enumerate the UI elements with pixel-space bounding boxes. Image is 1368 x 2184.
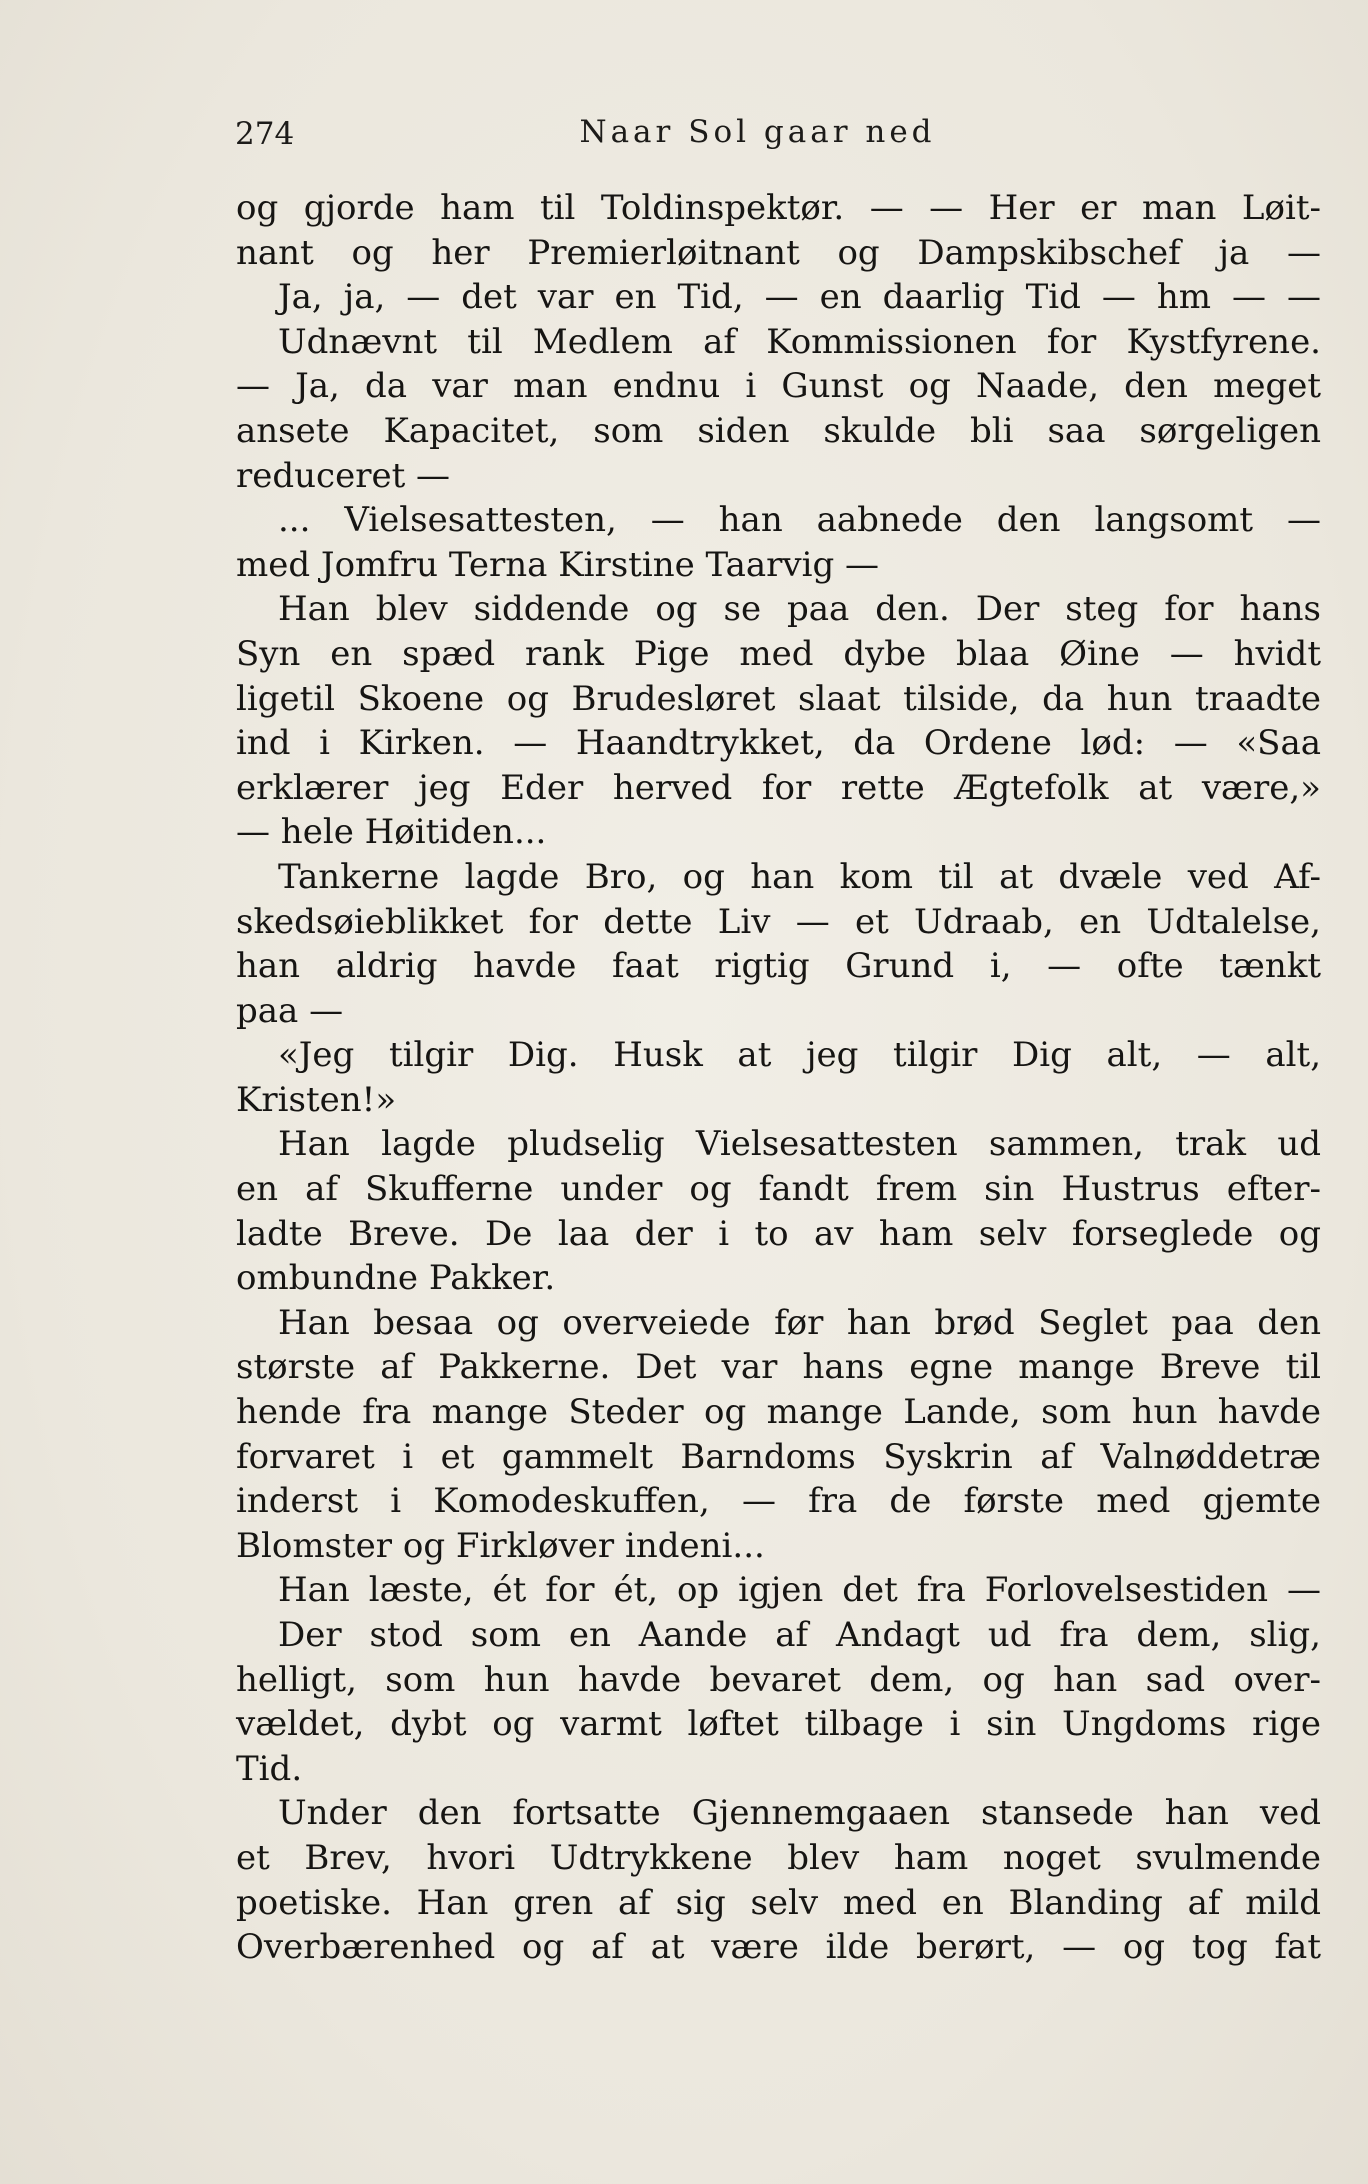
text-line: Syn en spæd rank Pige med dybe blaa Øine — hvidt xyxy=(236,633,1321,674)
text-line: Kristen!» xyxy=(236,1079,397,1120)
text-line: ansete Kapacitet, som siden skulde bli saa sørgeligen xyxy=(236,410,1321,451)
page-header xyxy=(235,108,1320,158)
text-line: hende fra mange Steder og mange Lande, som hun havde xyxy=(236,1392,1321,1433)
text-line: et Brev, hvori Udtrykkene blev ham noget svulmende xyxy=(236,1837,1321,1878)
text-line: — Ja, da var man endnu i Gunst og Naade, den meget xyxy=(236,366,1321,407)
text-line: han aldrig havde faat rigtig Grund i, — ofte tænkt xyxy=(236,946,1321,987)
text-line: ind i Kirken. — Haandtrykket, da Ordene lød: — «Saa xyxy=(236,723,1321,764)
text-line: Tid. xyxy=(236,1748,303,1789)
text-line: helligt, som hun havde bevaret dem, og han sad over- xyxy=(236,1659,1321,1700)
text-line: største af Pakkerne. Det var hans egne mange Breve til xyxy=(236,1347,1321,1388)
text-line: Udnævnt til Medlem af Kommissionen for Kystfyrene. xyxy=(278,321,1321,362)
text-line: Han læste, ét for ét, op igjen det fra Forlovelsestiden — xyxy=(278,1570,1321,1611)
page-number: 274 xyxy=(235,116,295,152)
body-text xyxy=(236,186,1321,1970)
text-line: skedsøieblikket for dette Liv — et Udraab, en Udtalelse, xyxy=(236,901,1321,942)
text-line: «Jeg tilgir Dig. Husk at jeg tilgir Dig alt, — alt, xyxy=(278,1035,1321,1076)
text-line: ombundne Pakker. xyxy=(236,1258,556,1299)
text-line: reduceret — xyxy=(236,455,451,496)
text-line: paa — xyxy=(236,990,344,1031)
text-line: Under den fortsatte Gjennemgaaen stansede han ved xyxy=(278,1793,1321,1834)
text-line: Overbærenhed og af at være ilde berørt, — og tog fat xyxy=(236,1927,1321,1968)
text-line: og gjorde ham til Toldinspektør. — — Her er man Løit- xyxy=(236,188,1321,228)
text-line: ... Vielsesattesten, — han aabnede den langsomt — xyxy=(278,500,1321,541)
text-line: ladte Breve. De laa der i to av ham selv forseglede og xyxy=(236,1213,1321,1254)
text-line: poetiske. Han gren af sig selv med en Blanding af mild xyxy=(236,1882,1321,1923)
running-title: Naar Sol gaar ned xyxy=(579,114,936,150)
text-line: Der stod som en Aande af Andagt ud fra dem, slig, xyxy=(278,1615,1321,1655)
text-line: nant og her Premierløitnant og Dampskibschef ja — xyxy=(236,232,1321,273)
text-line: erklærer jeg Eder herved for rette Ægtefolk at være,» xyxy=(236,767,1321,808)
text-line: — hele Høitiden... xyxy=(236,812,547,853)
text-line: Ja, ja, — det var en Tid, — en daarlig Tid — hm — — xyxy=(278,277,1321,318)
text-line: Blomster og Firkløver indeni... xyxy=(236,1525,765,1566)
text-line: vældet, dybt og varmt løftet tilbage i sin Ungdoms rige xyxy=(236,1704,1321,1745)
text-line: Han besaa og overveiede før han brød Seglet paa den xyxy=(278,1302,1321,1343)
text-line: Han blev siddende og se paa den. Der steg for hans xyxy=(278,589,1321,630)
text-line: Tankerne lagde Bro, og han kom til at dvæle ved Af- xyxy=(278,856,1321,897)
text-line: en af Skufferne under og fandt frem sin Hustrus efter- xyxy=(236,1169,1321,1210)
text-line: Han lagde pludselig Vielsesattesten sammen, trak ud xyxy=(278,1124,1321,1165)
text-line: forvaret i et gammelt Barndoms Syskrin af Valnøddetræ xyxy=(236,1436,1321,1477)
text-line: inderst i Komodeskuffen, — fra de første med gjemte xyxy=(236,1481,1321,1522)
text-line: ligetil Skoene og Brudesløret slaat tilside, da hun traadte xyxy=(236,678,1321,719)
text-line: med Jomfru Terna Kirstine Taarvig — xyxy=(236,544,880,585)
